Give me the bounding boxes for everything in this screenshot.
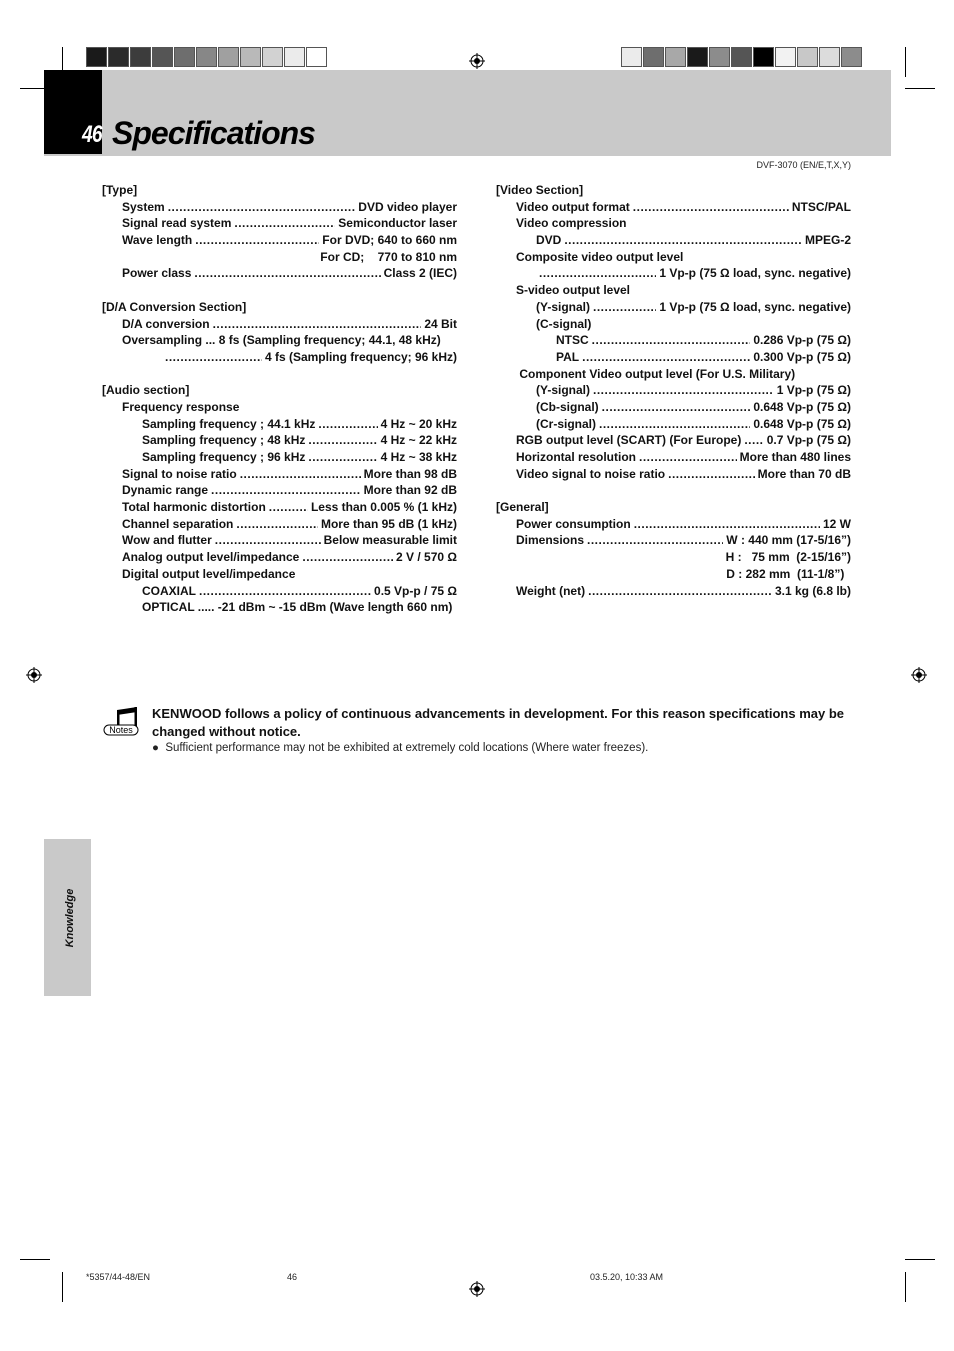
spec-row xyxy=(496,583,851,600)
side-tab-label: Knowledge xyxy=(64,888,76,948)
spec-section-heading xyxy=(496,182,851,199)
dot-leader xyxy=(302,549,393,566)
registration-mark-icon xyxy=(911,667,927,683)
color-swatch xyxy=(819,47,840,67)
crop-mark xyxy=(905,1259,935,1260)
spec-spacer xyxy=(102,366,457,383)
footer-code: *5357/44-48/EN xyxy=(86,1272,151,1282)
footer-page: 46 xyxy=(287,1272,298,1282)
color-swatch xyxy=(753,47,774,67)
spec-value: D : 282 mm (11-1/8”) xyxy=(726,566,851,581)
spec-label: D/A conversion xyxy=(122,316,210,331)
section-heading-text: [Type] xyxy=(102,183,138,197)
spec-label: (Cb-signal) xyxy=(536,399,599,414)
spec-subheading xyxy=(496,366,851,383)
dot-leader xyxy=(599,416,750,433)
spec-spacer xyxy=(102,282,457,299)
spec-value: Semiconductor laser xyxy=(338,216,457,231)
spec-label: (Y-signal) xyxy=(536,383,591,398)
page-number: 46 xyxy=(82,121,102,148)
footer-date: 03.5.20, 10:33 AM xyxy=(590,1272,664,1282)
spec-row xyxy=(496,532,851,549)
spec-subheading-text: (C-signal) xyxy=(536,316,592,331)
spec-label: Channel separation xyxy=(122,516,234,531)
spec-value: Below measurable limit xyxy=(323,533,457,548)
spec-label: (Y-signal) xyxy=(536,299,591,314)
dot-leader xyxy=(582,349,750,366)
spec-row xyxy=(496,449,851,466)
spec-value: For DVD; 640 to 660 nm xyxy=(322,233,457,248)
spec-value: 0.5 Vp-p / 75 Ω xyxy=(374,583,457,598)
spec-value: 24 Bit xyxy=(424,316,457,331)
color-swatch xyxy=(797,47,818,67)
spec-subheading-text: Component Video output level (For U.S. Military) xyxy=(516,366,796,381)
registration-mark-icon xyxy=(469,53,485,69)
spec-row xyxy=(102,232,457,249)
spec-row xyxy=(102,265,457,282)
color-swatch xyxy=(240,47,261,67)
spec-section-heading xyxy=(102,299,457,316)
spec-label: System xyxy=(122,199,165,214)
dot-leader xyxy=(240,466,361,483)
spec-row xyxy=(102,349,457,366)
dot-leader xyxy=(744,432,763,449)
dot-leader xyxy=(602,399,751,416)
color-bar-left xyxy=(86,47,328,67)
spec-row xyxy=(102,549,457,566)
spec-row xyxy=(496,299,851,316)
spec-value: 0.7 Vp-p (75 Ω) xyxy=(766,433,851,448)
spec-value: 4 Hz ~ 20 kHz xyxy=(380,416,457,431)
spec-label: Wave length xyxy=(122,233,193,248)
spec-label: Signal read system xyxy=(122,216,232,231)
spec-row xyxy=(496,265,851,282)
spec-row xyxy=(496,466,851,483)
spec-value: H : 75 mm (2-15/16”) xyxy=(725,550,851,565)
spec-row xyxy=(496,199,851,216)
registration-mark-icon xyxy=(26,667,42,683)
spec-value: Less than 0.005 % (1 kHz) xyxy=(310,500,457,515)
spec-row xyxy=(102,332,457,349)
dot-leader xyxy=(165,349,262,366)
spec-row xyxy=(496,232,851,249)
color-swatch xyxy=(775,47,796,67)
spec-row xyxy=(102,449,457,466)
color-swatch xyxy=(687,47,708,67)
dot-leader xyxy=(593,382,774,399)
spec-row xyxy=(496,432,851,449)
notes-icon xyxy=(103,706,139,742)
dot-leader xyxy=(592,332,751,349)
model-code: DVF-3070 (EN/E,T,X,Y) xyxy=(756,160,851,170)
spec-label: Video signal to noise ratio xyxy=(516,466,666,481)
spec-subheading-text: Frequency response xyxy=(122,399,240,414)
spec-value: More than 95 dB (1 kHz) xyxy=(320,516,457,531)
spec-subheading xyxy=(496,316,851,333)
spec-value: 1 Vp-p (75 Ω) xyxy=(776,383,851,398)
spec-label: PAL xyxy=(556,349,580,364)
spec-value: More than 70 dB xyxy=(757,466,851,481)
spec-label: DVD xyxy=(536,233,562,248)
spec-label: Horizontal resolution xyxy=(516,450,636,464)
section-heading-text: [General] xyxy=(496,500,549,515)
spec-row xyxy=(102,583,457,600)
color-swatch xyxy=(731,47,752,67)
spec-row xyxy=(102,482,457,499)
spec-row xyxy=(496,416,851,433)
spec-row xyxy=(102,499,457,516)
spec-subheading xyxy=(496,249,851,266)
dot-leader xyxy=(587,532,723,549)
color-swatch xyxy=(130,47,151,67)
spec-value: W : 440 mm (17-5/16”) xyxy=(726,533,851,548)
spec-row xyxy=(102,316,457,333)
crop-mark xyxy=(20,1259,50,1260)
dot-leader xyxy=(639,449,737,466)
spec-label: Sampling frequency ; 48 kHz xyxy=(142,433,306,448)
spec-value: NTSC/PAL xyxy=(791,199,851,214)
spec-label: Wow and flutter xyxy=(122,533,212,548)
spec-value: 1 Vp-p (75 Ω load, sync. negative) xyxy=(659,299,851,314)
spec-value: 4 Hz ~ 38 kHz xyxy=(380,450,457,464)
page-title: Specifications xyxy=(112,115,315,151)
spec-row xyxy=(102,416,457,433)
spec-label: Signal to noise ratio xyxy=(122,466,237,481)
spec-value: Class 2 (IEC) xyxy=(383,266,457,281)
spec-subheading-text: S-video output level xyxy=(516,283,631,298)
color-swatch xyxy=(174,47,195,67)
crop-mark xyxy=(905,88,935,89)
section-heading-text: [Video Section] xyxy=(496,183,584,197)
spec-label: Weight (net) xyxy=(516,583,586,598)
color-bar-right xyxy=(621,47,863,67)
spec-label: NTSC xyxy=(556,333,589,348)
dot-leader xyxy=(213,316,422,333)
spec-value: 0.286 Vp-p (75 Ω) xyxy=(753,333,851,348)
spec-row xyxy=(102,532,457,549)
spec-label: OPTICAL ..... -21 dBm ~ -15 dBm (Wave length 660 nm) xyxy=(142,600,453,615)
dot-leader xyxy=(318,416,377,433)
spec-row xyxy=(496,516,851,533)
spec-label: Sampling frequency ; 96 kHz xyxy=(142,450,306,464)
spec-row xyxy=(102,599,457,616)
dot-leader xyxy=(588,583,772,600)
dot-leader xyxy=(211,482,361,499)
spec-value: 1 Vp-p (75 Ω load, sync. negative) xyxy=(659,266,851,281)
color-swatch xyxy=(306,47,327,67)
notes-bullet: ● Sufficient performance may not be exhibited at extremely cold locations (Where water freezes). xyxy=(152,742,649,754)
section-heading-text: [Audio section] xyxy=(102,383,190,398)
spec-label: Analog output level/impedance xyxy=(122,550,300,565)
spec-subheading-text: Video compression xyxy=(516,216,627,231)
color-swatch xyxy=(152,47,173,67)
spec-continuation xyxy=(496,566,851,583)
dot-leader xyxy=(269,499,308,516)
dot-leader xyxy=(633,199,789,216)
dot-leader xyxy=(194,265,380,282)
spec-spacer xyxy=(496,482,851,499)
color-swatch xyxy=(709,47,730,67)
spec-label: Dimensions xyxy=(516,533,585,548)
color-swatch xyxy=(665,47,686,67)
dot-leader xyxy=(168,199,356,216)
dot-leader xyxy=(593,299,656,316)
dot-leader xyxy=(668,466,755,483)
spec-label: (Cr-signal) xyxy=(536,416,596,431)
notes-icon-label: Notes xyxy=(109,725,133,735)
spec-section-heading xyxy=(102,382,457,399)
crop-mark xyxy=(905,47,906,77)
spec-value: For CD; 770 to 810 nm xyxy=(320,249,457,264)
spec-row xyxy=(496,349,851,366)
crop-mark xyxy=(905,1272,906,1302)
spec-value: 4 Hz ~ 22 kHz xyxy=(380,433,457,448)
color-swatch xyxy=(643,47,664,67)
spec-row xyxy=(102,215,457,232)
spec-value: More than 98 dB xyxy=(363,466,457,481)
spec-value: MPEG-2 xyxy=(804,233,851,248)
spec-label: Dynamic range xyxy=(122,483,209,498)
spec-subheading xyxy=(102,566,457,583)
dot-leader xyxy=(195,232,319,249)
color-swatch xyxy=(621,47,642,67)
spec-value: 0.648 Vp-p (75 Ω) xyxy=(753,416,851,431)
spec-row xyxy=(496,332,851,349)
spec-row xyxy=(102,516,457,533)
spec-column-left xyxy=(102,182,457,616)
color-swatch xyxy=(86,47,107,67)
color-swatch xyxy=(196,47,217,67)
spec-value: 4 fs (Sampling frequency; 96 kHz) xyxy=(264,349,457,364)
spec-value: 2 V / 570 Ω xyxy=(396,550,457,565)
color-swatch xyxy=(841,47,862,67)
dot-leader xyxy=(564,232,802,249)
dot-leader xyxy=(236,516,318,533)
spec-section-heading xyxy=(102,182,457,199)
spec-label: Sampling frequency ; 44.1 kHz xyxy=(142,416,316,431)
dot-leader xyxy=(539,265,656,282)
spec-row xyxy=(102,466,457,483)
spec-value: More than 92 dB xyxy=(363,483,457,498)
spec-value: DVD video player xyxy=(358,199,457,214)
spec-value: 0.648 Vp-p (75 Ω) xyxy=(753,399,851,414)
spec-row xyxy=(102,199,457,216)
spec-value: 12 W xyxy=(822,516,851,531)
spec-subheading xyxy=(102,399,457,416)
section-heading-text: [D/A Conversion Section] xyxy=(102,299,247,314)
spec-subheading xyxy=(496,282,851,299)
dot-leader xyxy=(234,215,335,232)
spec-section-heading xyxy=(496,499,851,516)
spec-label: COAXIAL xyxy=(142,583,196,598)
crop-mark xyxy=(62,1272,63,1302)
spec-label: Oversampling ... 8 fs (Sampling frequency; 44.1, 48 kHz) xyxy=(122,333,441,348)
notes-text: KENWOOD follows a policy of continuous advancements in development. For this reason specifications may be changed without notice. xyxy=(152,706,845,739)
spec-label: Power class xyxy=(122,266,192,281)
dot-leader xyxy=(199,583,371,600)
dot-leader xyxy=(308,432,377,449)
color-swatch xyxy=(108,47,129,67)
dot-leader xyxy=(308,449,377,466)
dot-leader xyxy=(215,532,321,549)
notes-bullet-text: Sufficient performance may not be exhibited at extremely cold locations (Where water freezes). xyxy=(165,742,649,754)
spec-label: Power consumption xyxy=(516,516,631,531)
spec-value: 3.1 kg (6.8 lb) xyxy=(774,583,851,598)
dot-leader xyxy=(634,516,820,533)
spec-row xyxy=(496,399,851,416)
spec-label: RGB output level (SCART) (For Europe) xyxy=(516,433,742,448)
spec-subheading-text: Composite video output level xyxy=(516,249,684,264)
spec-continuation xyxy=(102,249,457,266)
spec-value: More than 480 lines xyxy=(739,450,851,464)
color-swatch xyxy=(284,47,305,67)
registration-mark-icon xyxy=(469,1281,485,1297)
spec-subheading xyxy=(496,215,851,232)
color-swatch xyxy=(262,47,283,67)
spec-row xyxy=(496,382,851,399)
color-swatch xyxy=(218,47,239,67)
spec-column-right xyxy=(496,182,851,599)
spec-label: Total harmonic distortion xyxy=(122,500,266,515)
spec-label: Video output format xyxy=(516,199,630,214)
spec-continuation xyxy=(496,549,851,566)
spec-value: 0.300 Vp-p (75 Ω) xyxy=(753,349,851,364)
spec-row xyxy=(102,432,457,449)
spec-subheading-text: Digital output level/impedance xyxy=(122,566,296,581)
